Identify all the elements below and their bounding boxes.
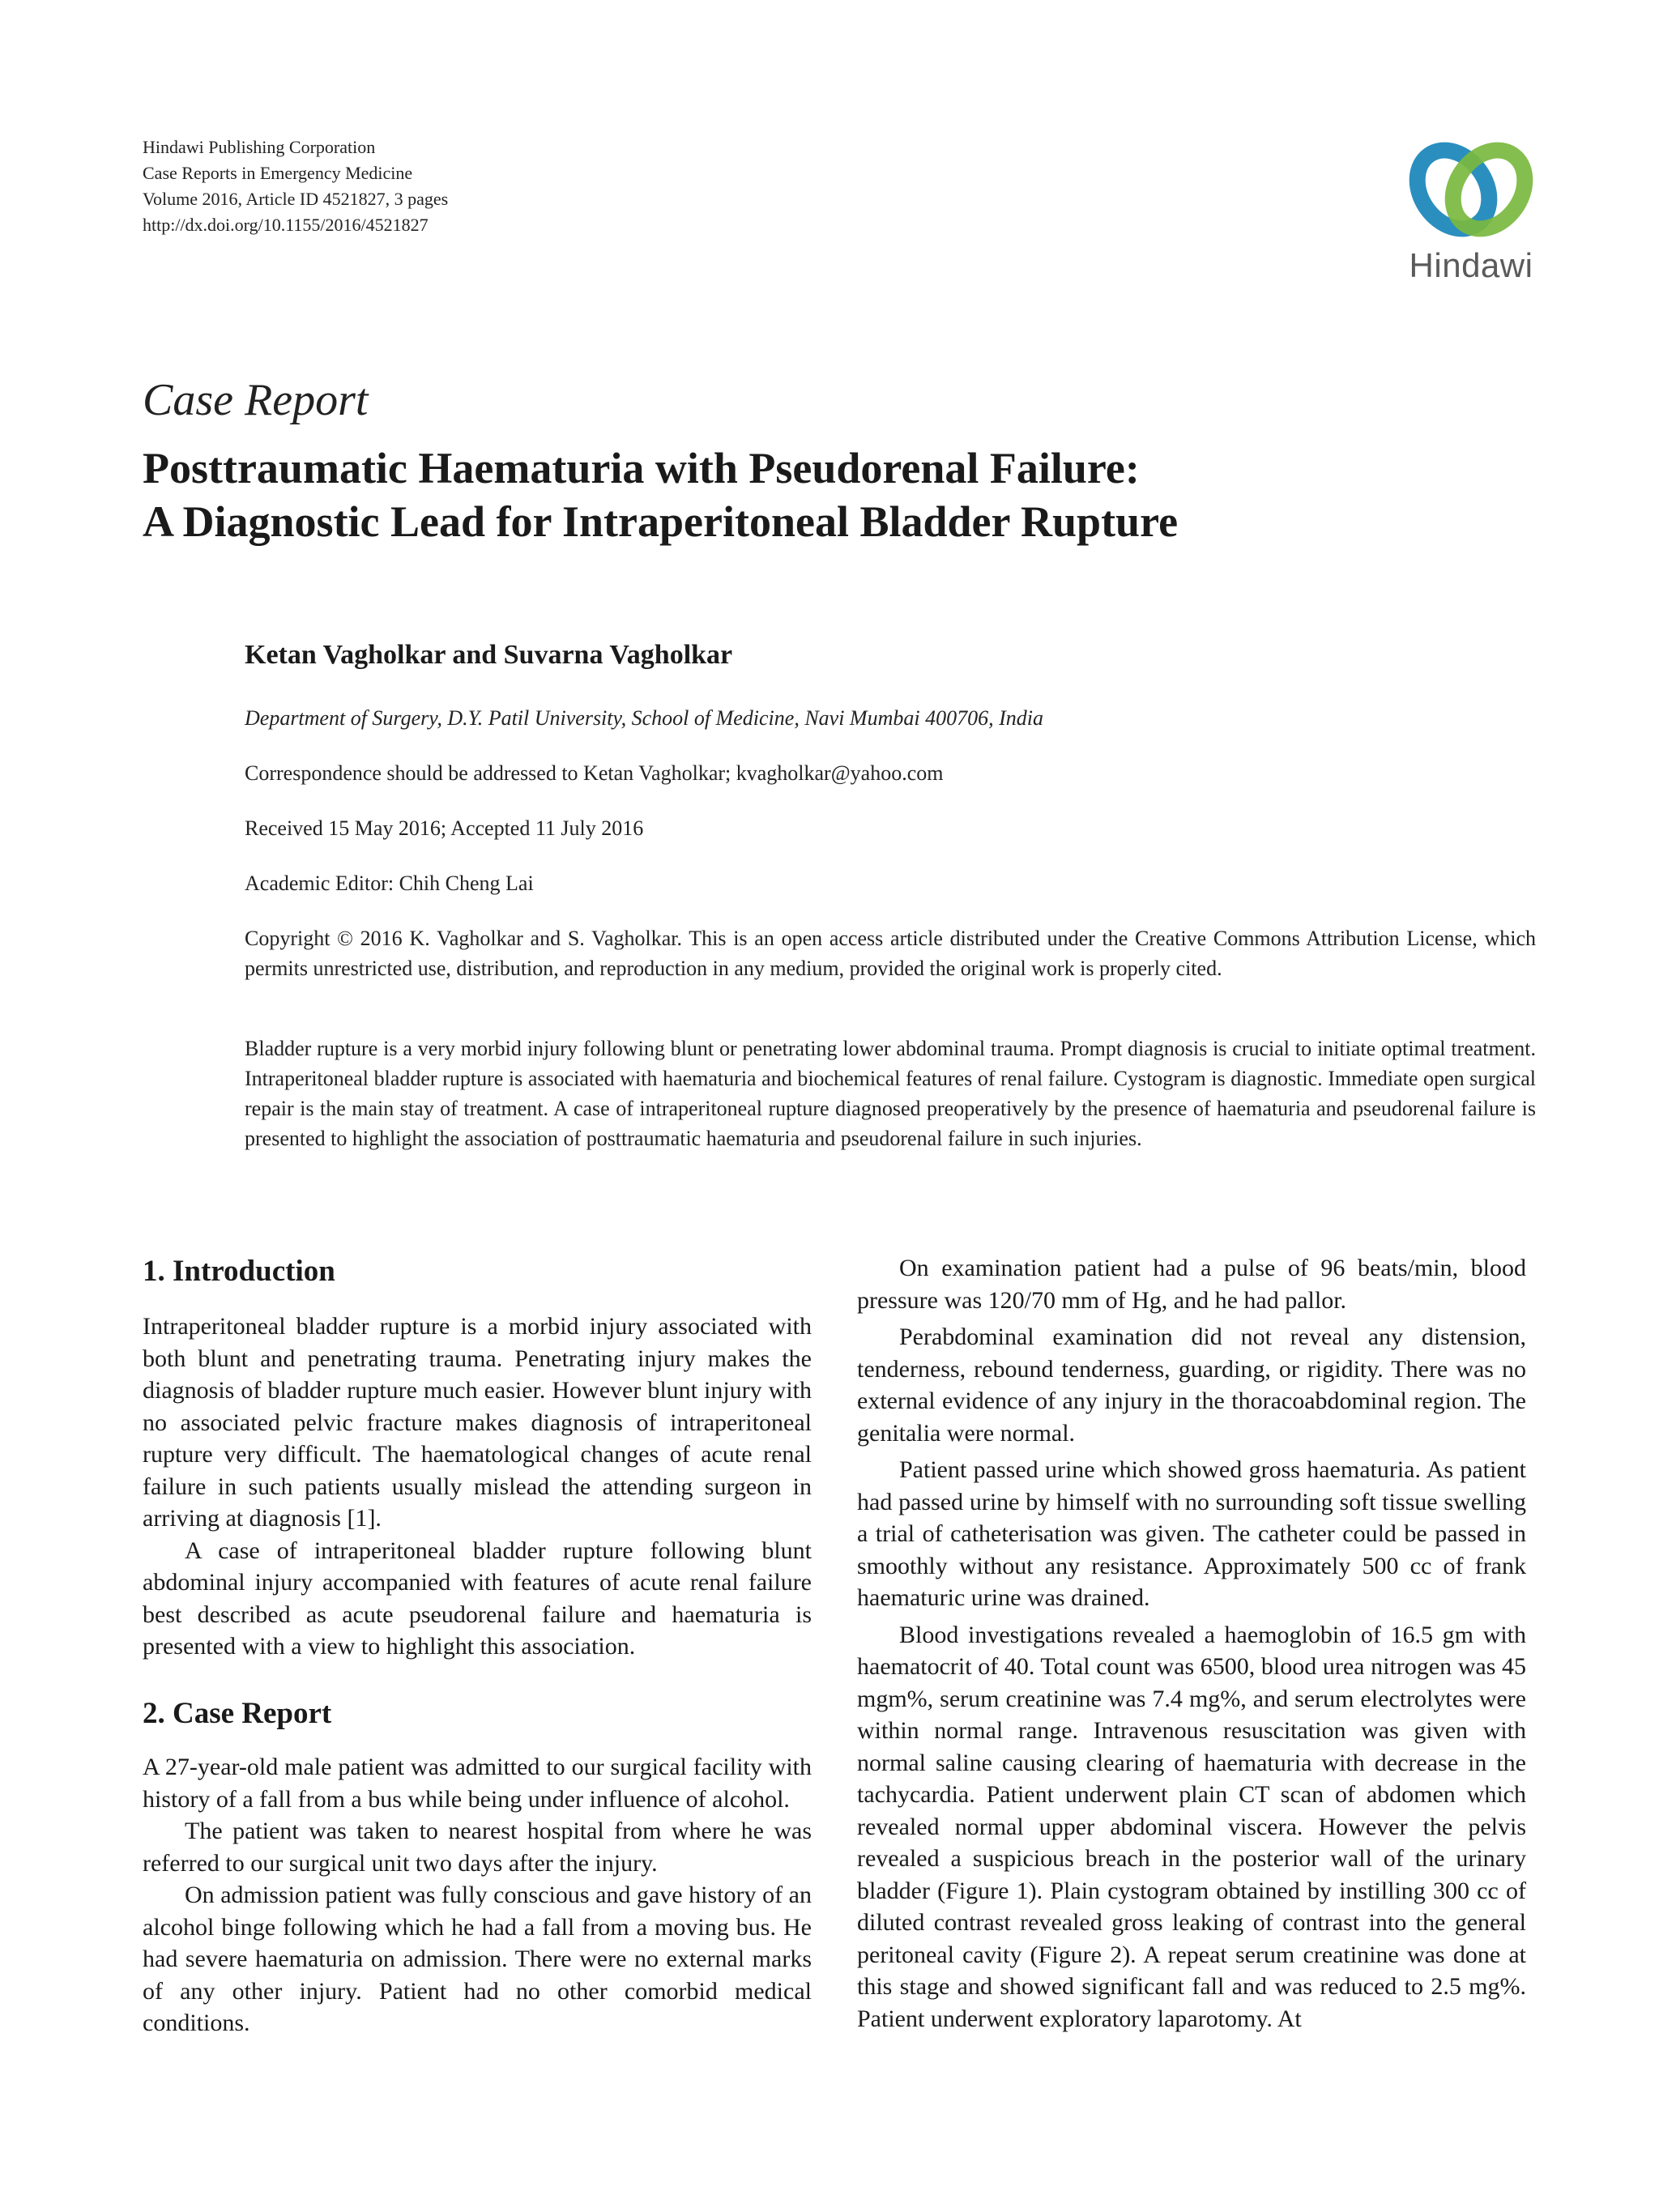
heading-introduction: 1. Introduction (143, 1255, 335, 1288)
author-list: Ketan Vagholkar and Suvarna Vagholkar (245, 640, 733, 670)
logo-wordmark: Hindawi (1409, 246, 1533, 284)
paragraph: A case of intraperitoneal bladder rupture following blunt abdominal injury accompanied with features of acute renal failure best described as acute pseudorenal failure and haematuria is presented with a view to highlight this association. (143, 1536, 812, 1660)
right-column-body (857, 1252, 1526, 2035)
article-type-label: Case Report (143, 375, 369, 425)
journal-header (143, 134, 872, 238)
paragraph: A 27-year-old male patient was admitted to our surgical facility with history of a fall from a bus while being under influence of alcohol. (143, 1754, 812, 1813)
paragraph: On examination patient had a pulse of 96 beats/min, blood pressure was 120/70 mm of Hg, and he had pallor. (857, 1255, 1526, 1314)
volume-info: Volume 2016, Article ID 4521827, 3 pages (143, 189, 449, 209)
paragraph: Blood investigations revealed a haemoglobin of 16.5 gm with haematocrit of 40. Total count was 6500, blood urea nitrogen was 45 mgm%, serum creatinine was 7.4 mg%, and serum electrolytes were within normal range. Intravenous resuscitation was given with normal saline causing clearing of haematuria with decrease in the tachycardia. Patient underwent plain CT scan of abdomen which revealed normal upper abdominal viscera. However the pelvis revealed a suspicious breach in the posterior wall of the urinary bladder (Figure 1). Plain cystogram obtained by instilling 300 cc of diluted contrast revealed gross leaking of contrast into the general peritoneal cavity (Figure 2). A repeat serum creatinine was done at this stage and showed significant fall and was reduced to 2.5 mg%. Patient underwent exploratory laparotomy. At (857, 1621, 1526, 2032)
affiliation: Department of Surgery, D.Y. Patil University, School of Medicine, Navi Mumbai 400706, India (245, 706, 1043, 730)
paragraph: Intraperitoneal bladder rupture is a morbid injury associated with both blunt and penetrating trauma. Penetrating injury makes the diagnosis of bladder rupture much easier. However blunt injury with no associated pelvic fracture makes diagnosis of intraperitoneal rupture very difficult. The haematological changes of acute renal failure in such patients usually mislead the attending surgeon in arriving at diagnosis [1]. (143, 1313, 812, 1532)
title-line-1: Posttraumatic Haematuria with Pseudorenal Failure: (143, 444, 1140, 492)
case-report-body (143, 1751, 812, 2039)
article-title (143, 441, 1568, 548)
received-dates: Received 15 May 2016; Accepted 11 July 2016 (245, 816, 644, 840)
correspondence: Correspondence should be addressed to Ketan Vagholkar; kvagholkar@yahoo.com (245, 761, 944, 785)
title-line-2: A Diagnostic Lead for Intraperitoneal Bladder Rupture (143, 497, 1179, 546)
academic-editor: Academic Editor: Chih Cheng Lai (245, 872, 534, 895)
hindawi-logo (1390, 136, 1552, 282)
heading-case-report: 2. Case Report (143, 1697, 332, 1730)
copyright-notice: Copyright © 2016 K. Vagholkar and S. Vagholkar. This is an open access article distributed under the Creative Commons Attribution License, which permits unrestricted use, distribution, and reproduction in any medium, provided the original work is properly cited. (245, 927, 1536, 980)
paragraph: On admission patient was fully conscious and gave history of an alcohol binge following which he had a fall from a moving bus. He had severe haematuria on admission. There were no external marks of any other injury. Patient had no other comorbid medical conditions. (143, 1882, 812, 2036)
paragraph: Patient passed urine which showed gross haematuria. As patient had passed urine by himself with no surrounding soft tissue swelling a trial of catheterisation was given. The catheter could be passed in smoothly without any resistance. Approximately 500 cc of frank haematuric urine was drained. (857, 1456, 1526, 1611)
journal-name: Case Reports in Emergency Medicine (143, 163, 413, 183)
doi-link[interactable]: http://dx.doi.org/10.1155/2016/4521827 (143, 215, 429, 235)
hindawi-logo-icon (1390, 136, 1552, 241)
publisher-name: Hindawi Publishing Corporation (143, 137, 376, 157)
introduction-body (143, 1311, 812, 1663)
paragraph: Perabdominal examination did not reveal any distension, tenderness, rebound tenderness, guarding, or rigidity. There was no external evidence of any injury in the thoracoabdominal region. The genitalia were normal. (857, 1323, 1526, 1447)
paragraph: The patient was taken to nearest hospital from where he was referred to our surgical unit two days after the injury. (143, 1818, 812, 1877)
abstract: Bladder rupture is a very morbid injury following blunt or penetrating lower abdominal trauma. Prompt diagnosis is crucial to initiate optimal treatment. Intraperitoneal bladder rupture is associated with haematuria and biochemical features of renal failure. Cystogram is diagnostic. Immediate open surgical repair is the main stay of treatment. A case of intraperitoneal rupture diagnosed preoperatively by the presence of haematuria and pseudorenal failure is presented to highlight the association of posttraumatic haematuria and pseudorenal failure in such injuries. (245, 1037, 1536, 1150)
